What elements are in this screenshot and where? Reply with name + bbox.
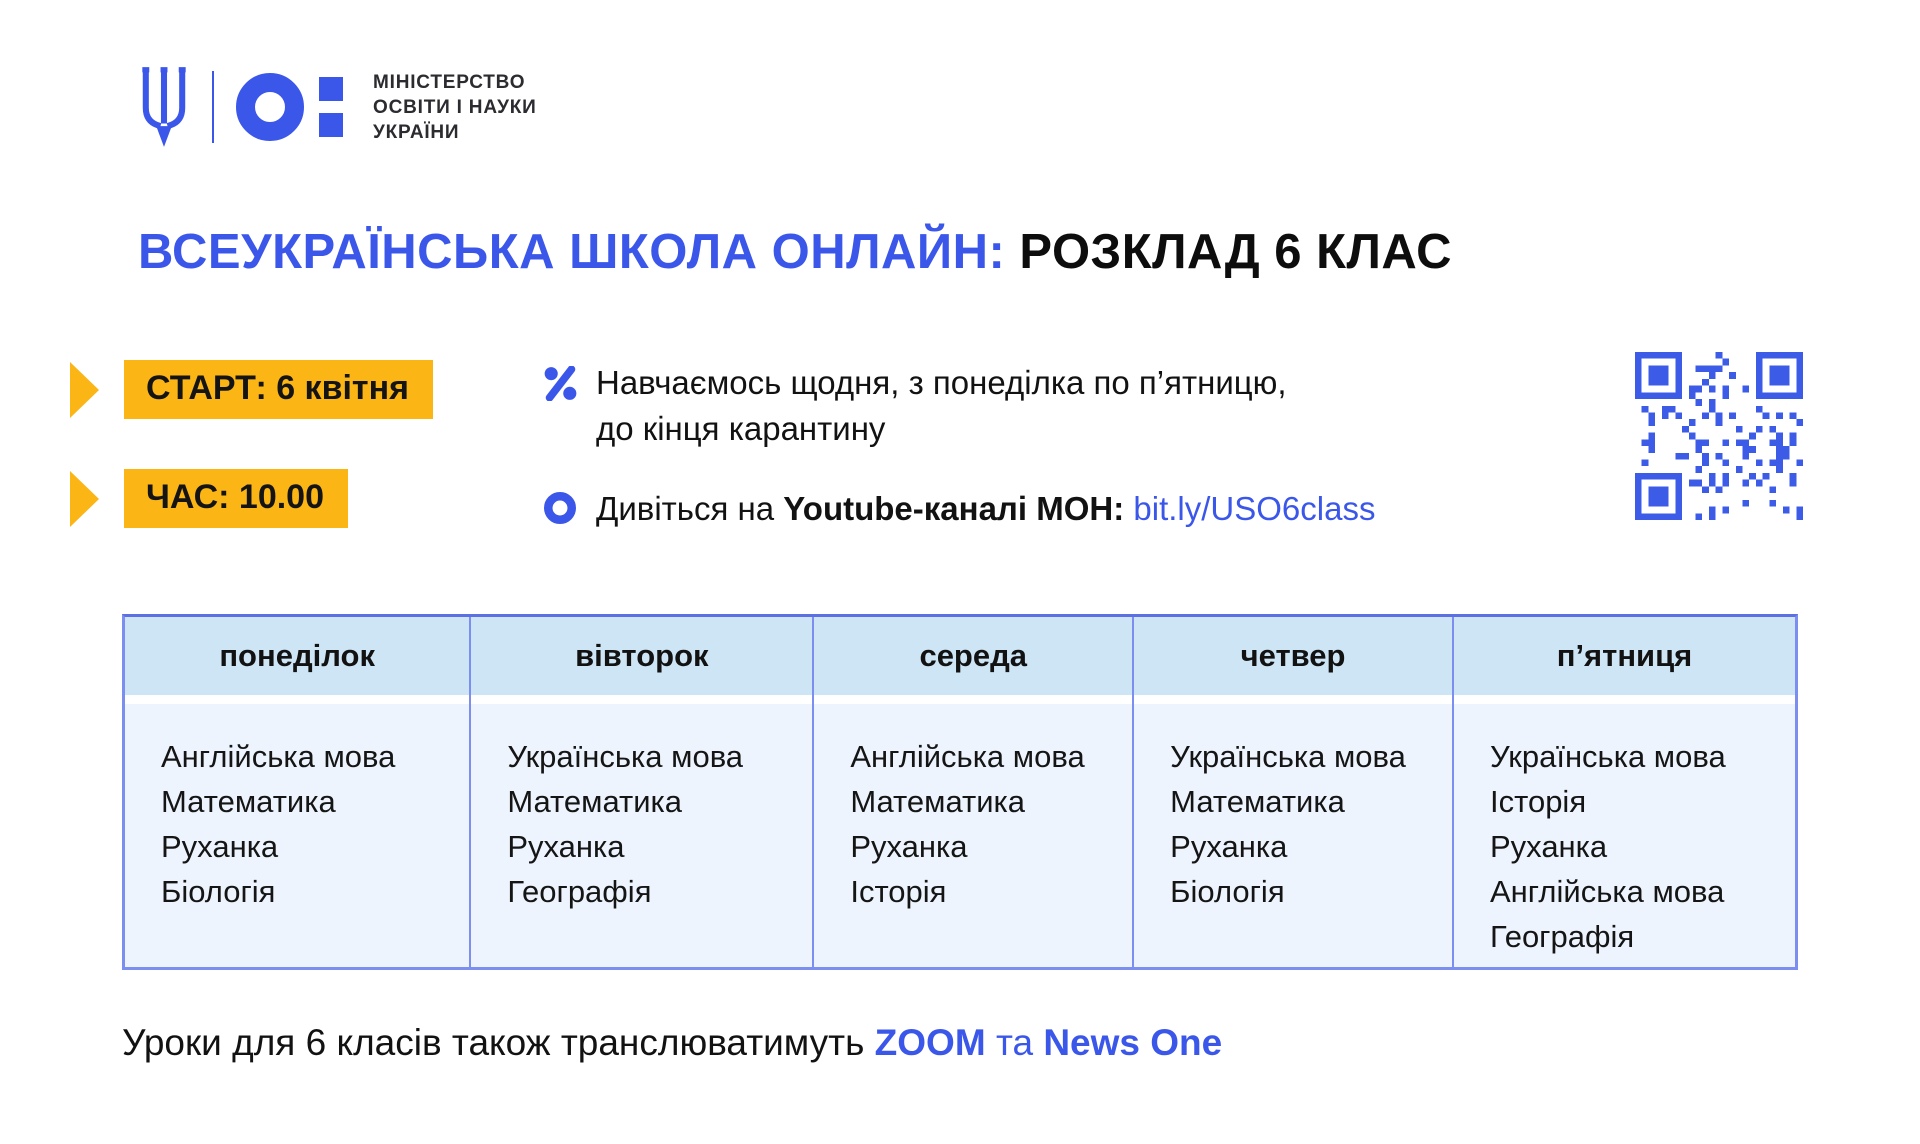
subject: Руханка	[161, 829, 279, 864]
note-youtube-text	[596, 486, 1375, 532]
subject-list	[814, 704, 1132, 967]
subject: Біологія	[161, 874, 276, 909]
brand-divider	[212, 71, 214, 143]
schedule-column-friday	[1452, 617, 1795, 967]
percent-icon	[544, 360, 596, 452]
footer-text: Уроки для 6 класів також транслюватимуть	[122, 1022, 865, 1063]
mon-logo-ring-icon	[236, 73, 304, 141]
subject-list	[1454, 704, 1795, 967]
day-header: п’ятниця	[1454, 617, 1795, 695]
subject: Біологія	[1170, 874, 1285, 909]
subject: Англійська мова	[161, 739, 396, 774]
note-daily-line2: до кінця карантину	[596, 410, 886, 447]
note-daily-line1: Навчаємось щодня, з понеділка по п’ятницю,	[596, 364, 1287, 401]
subject-list	[125, 704, 469, 967]
subject: Історія	[850, 874, 947, 909]
ministry-line: МІНІСТЕРСТВО	[373, 71, 526, 93]
subject-list	[1134, 704, 1452, 967]
ministry-line: ОСВІТИ І НАУКИ	[373, 96, 537, 118]
ministry-name	[373, 70, 537, 145]
schedule-column-monday	[125, 617, 469, 967]
watch-prefix: Дивіться на	[596, 490, 775, 527]
subject: Англійська мова	[1489, 874, 1725, 909]
day-header: понеділок	[125, 617, 469, 695]
trident-icon	[138, 65, 190, 149]
day-header: середа	[814, 617, 1132, 695]
subject-list	[471, 704, 812, 967]
subject: Українська мова	[507, 739, 744, 774]
time-badge: ЧАС: 10.00	[124, 469, 348, 528]
brand-header	[138, 64, 1920, 150]
subject: Історія	[1489, 784, 1587, 819]
title-rest: РОЗКЛАД 6 КЛАС	[1019, 225, 1452, 279]
footer-conjunction: та	[995, 1022, 1034, 1063]
subject: Руханка	[1489, 829, 1608, 864]
subject: Руханка	[1170, 829, 1288, 864]
circle-o-icon	[544, 486, 596, 532]
youtube-link[interactable]: bit.ly/USO6class	[1133, 490, 1376, 527]
header-gap	[814, 695, 1132, 704]
subject: Англійська мова	[850, 739, 1085, 774]
subject: Математика	[1170, 784, 1345, 819]
zoom-label: ZOOM	[874, 1022, 986, 1063]
subject: Руханка	[850, 829, 968, 864]
header-gap	[1454, 695, 1795, 704]
note-youtube	[544, 486, 1375, 532]
header-gap	[1134, 695, 1452, 704]
mon-logo-colon-icon	[319, 77, 343, 137]
subject: Математика	[161, 784, 336, 819]
note-daily-text	[596, 360, 1287, 452]
time-badge-row	[70, 469, 480, 528]
subject: Математика	[850, 784, 1026, 819]
mon-logo	[236, 73, 343, 141]
arrow-right-icon	[70, 471, 99, 527]
footer-note	[122, 1022, 1920, 1064]
notes-group	[544, 360, 1375, 532]
schedule-column-wednesday	[812, 617, 1132, 967]
subject: Українська мова	[1489, 739, 1726, 774]
schedule-table	[122, 614, 1798, 970]
news-one-label: News One	[1043, 1022, 1223, 1063]
subject: Руханка	[507, 829, 625, 864]
subject: Географія	[507, 874, 652, 909]
badge-group	[70, 360, 480, 528]
info-section	[0, 360, 1920, 532]
schedule-column-thursday	[1132, 617, 1452, 967]
arrow-right-icon	[70, 362, 99, 418]
title-highlight: ВСЕУКРАЇНСЬКА ШКОЛА ОНЛАЙН:	[138, 225, 1006, 279]
page-title	[138, 224, 1920, 280]
day-header: четвер	[1134, 617, 1452, 695]
start-badge-row	[70, 360, 480, 419]
note-daily	[544, 360, 1375, 452]
header-gap	[471, 695, 812, 704]
qr-code	[1635, 352, 1803, 520]
subject: Математика	[507, 784, 683, 819]
header-gap	[125, 695, 469, 704]
day-header: вівторок	[471, 617, 812, 695]
watch-channel: Youtube-каналі МОН:	[783, 490, 1125, 527]
subject: Географія	[1489, 919, 1635, 954]
subject: Українська мова	[1170, 739, 1406, 774]
start-badge: СТАРТ: 6 квітня	[124, 360, 433, 419]
ministry-line: УКРАЇНИ	[373, 121, 460, 143]
schedule-column-tuesday	[469, 617, 812, 967]
